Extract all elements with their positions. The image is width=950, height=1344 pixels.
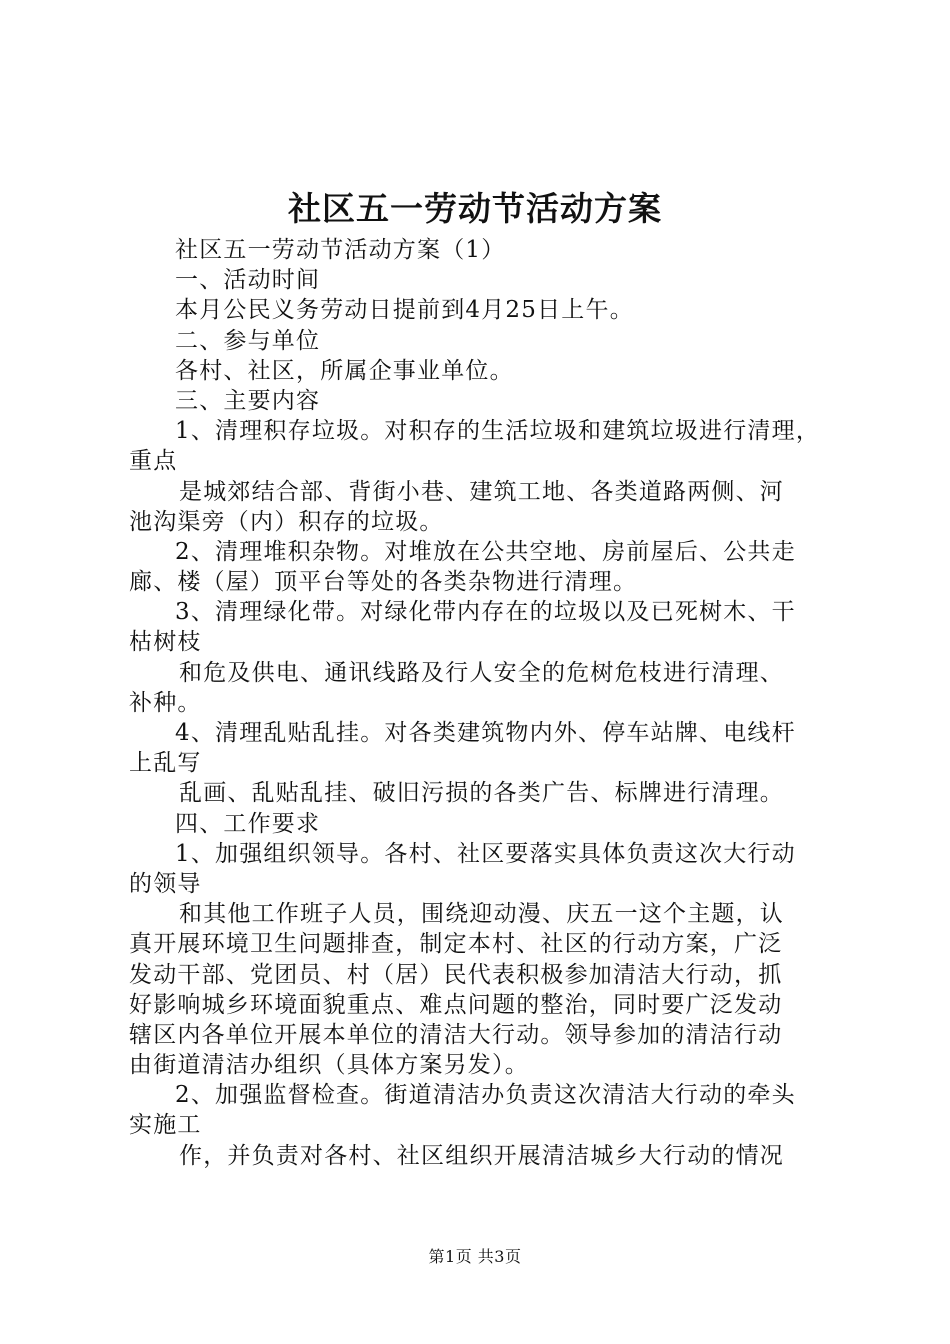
text-line: 池沟渠旁（内）积存的垃圾。 <box>129 508 444 535</box>
text-line: 作，并负责对各村、社区组织开展清洁城乡大行动的情况 <box>179 1142 784 1169</box>
text-line: 三、主要内容 <box>175 387 321 414</box>
text-line: 辖区内各单位开展本单位的清洁大行动。领导参加的清洁行动 <box>129 1021 783 1048</box>
text-line: 重点 <box>129 448 178 475</box>
text-line: 发动干部、党团员、村（居）民代表积极参加清洁大行动，抓 <box>129 961 783 988</box>
text-line: 乱画、乱贴乱挂、破旧污损的各类广告、标牌进行清理。 <box>179 780 784 807</box>
text-line: 是城郊结合部、背街小巷、建筑工地、各类道路两侧、河 <box>179 478 784 505</box>
text-line: 本月公民义务劳动日提前到4月25日上午。 <box>175 297 634 324</box>
text-line: 1、清理积存垃圾。对积存的生活垃圾和建筑垃圾进行清理， <box>175 418 821 445</box>
text-line: 四、工作要求 <box>175 810 321 837</box>
text-line: 各村、社区，所属企事业单位。 <box>175 357 514 384</box>
text-line: 的领导 <box>129 870 202 897</box>
text-line: 2、加强监督检查。街道清洁办负责这次清洁大行动的牵头 <box>175 1082 796 1109</box>
text-line: 2、清理堆积杂物。对堆放在公共空地、房前屋后、公共走 <box>175 538 796 565</box>
text-line: 1、加强组织领导。各村、社区要落实具体负责这次大行动 <box>175 840 796 867</box>
text-line: 上乱写 <box>129 750 202 777</box>
text-line: 和其他工作班子人员，围绕迎动漫、庆五一这个主题，认 <box>179 901 784 928</box>
text-line: 社区五一劳动节活动方案（1） <box>175 237 506 263</box>
text-line: 好影响城乡环境面貌重点、难点问题的整治，同时要广泛发动 <box>129 991 783 1018</box>
document-title: 社区五一劳动节活动方案 <box>288 189 662 228</box>
text-line: 枯树枝 <box>129 629 202 656</box>
text-line: 3、清理绿化带。对绿化带内存在的垃圾以及已死树木、干 <box>175 599 796 626</box>
text-line: 补种。 <box>129 689 202 716</box>
text-line: 4、清理乱贴乱挂。对各类建筑物内外、停车站牌、电线杆 <box>175 720 796 746</box>
text-line: 真开展环境卫生问题排查，制定本村、社区的行动方案，广泛 <box>129 931 783 958</box>
document-body <box>129 235 849 1171</box>
text-line: 实施工 <box>129 1112 202 1139</box>
text-line: 由街道清洁办组织（具体方案另发）。 <box>129 1052 529 1079</box>
text-line: 二、参与单位 <box>175 327 321 354</box>
text-line: 和危及供电、通讯线路及行人安全的危树危枝进行清理、 <box>179 659 784 686</box>
text-line: 一、活动时间 <box>175 267 321 294</box>
text-line: 廊、楼（屋）顶平台等处的各类杂物进行清理。 <box>129 569 638 596</box>
page-footer: 第1页 共3页 <box>428 1247 522 1266</box>
